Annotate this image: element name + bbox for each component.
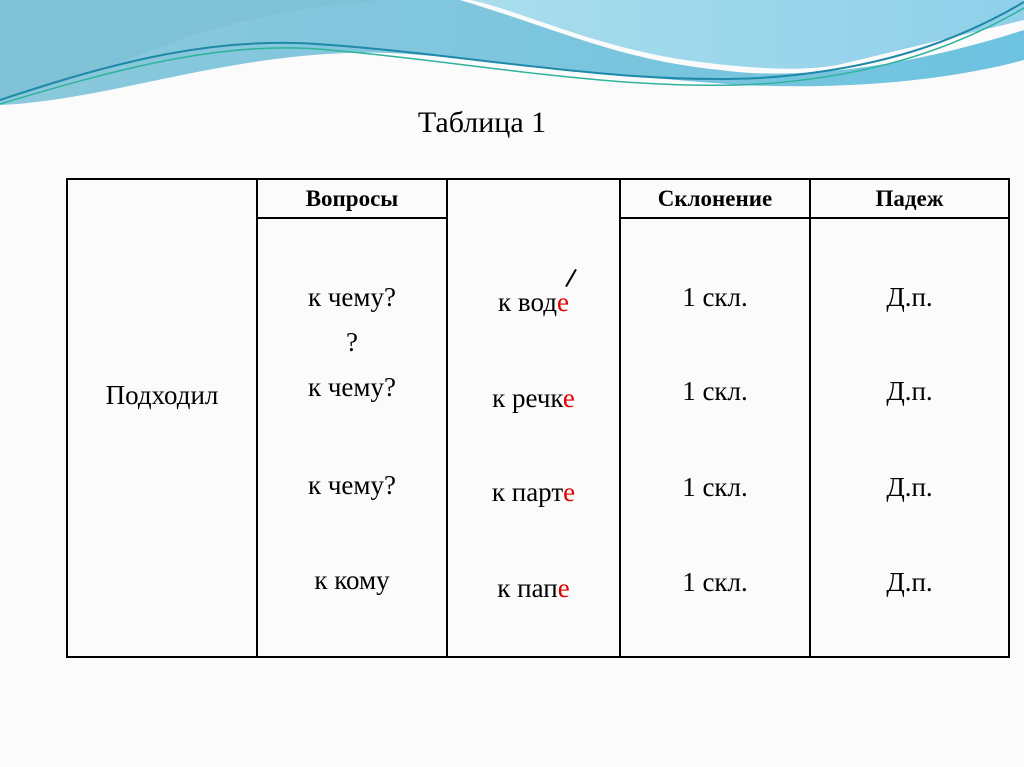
question: к чему? [307,282,396,312]
case: Д.п. [886,376,933,406]
word-ending: е [556,287,569,317]
declension: 1 скл. [682,567,748,597]
word-ending: е [563,477,576,507]
question: к чему? [307,372,396,402]
decorative-wave-banner [0,0,1024,110]
declension: 1 скл. [682,376,748,406]
stress-mark [565,269,577,287]
question: к кому [314,565,390,595]
header-declension: Склонение [657,186,773,211]
question: к чему? [307,470,396,500]
word: к речке [492,383,575,413]
header-case: Падеж [875,186,944,211]
word: к папе [497,573,570,603]
declension: 1 скл. [682,472,748,502]
word: к воде [498,287,569,317]
declension: 1 скл. [682,282,748,312]
case: Д.п. [886,282,933,312]
header-questions: Вопросы [305,186,399,211]
case: Д.п. [886,472,933,502]
case: Д.п. [886,567,933,597]
question: ? [346,327,358,357]
table-title: Таблица 1 [417,106,547,139]
verb-cell: Подходил [105,380,219,410]
word-ending: е [562,383,575,413]
word: к парте [491,477,576,507]
word-ending: е [557,573,570,603]
